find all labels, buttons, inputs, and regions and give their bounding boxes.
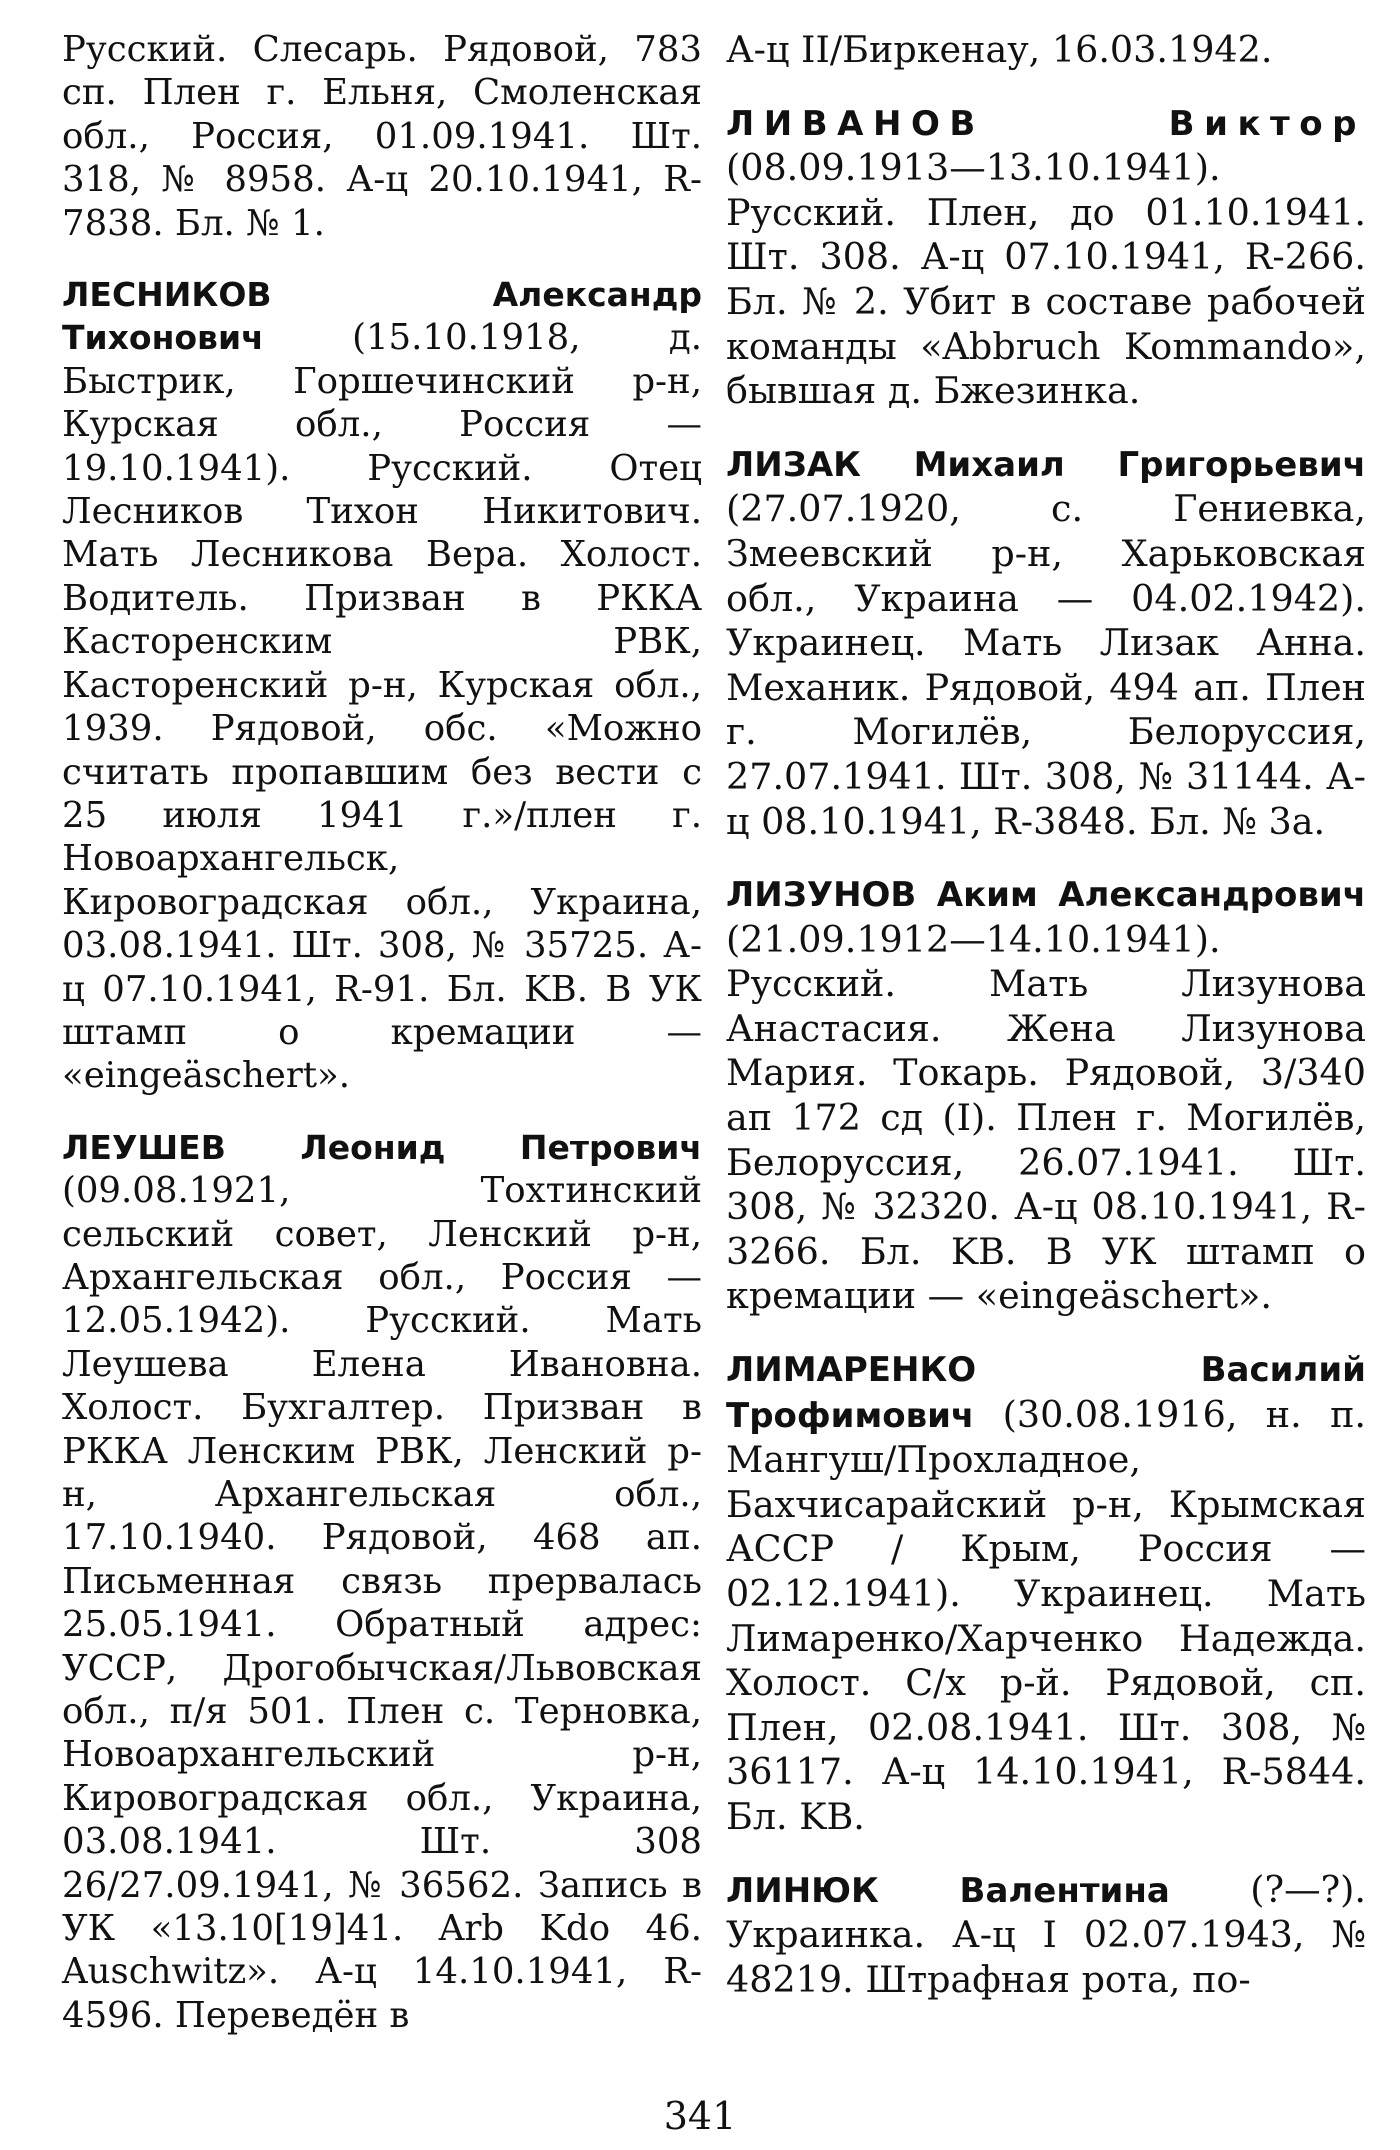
entry-name: ЛИВАНОВ Виктор — [726, 103, 1366, 144]
entry-linyuk — [726, 1868, 1366, 2003]
entry-text: (09.08.1921, Тохтинский сельский совет, Ленский р-н, Архангельская обл., Россия — 12.05.1942). Русский. Мать Леушева Елена Ивановна. Холост. Бухгалтер. Призван в РККА Ленским РВК, Ленский р-н, Архангельская обл., 17.10.1940. Рядовой, 468 ап. Письменная связь прервалась 25.05.1941. Обратный адрес: УССР, Дрогобычская/Львовская обл., п/я 501. Плен с. Терновка, Новоархангельский р-н, Кировоградская обл., Украина, 03.08.1941. Шт. 308 26/27.09.1941, № 36562. Запись в УК «13.10[19]41. Arb Kdo 46. Auschwitz». А-ц 14.10.1941, R-4596. Переведён в — [62, 1170, 702, 2036]
entry-continuation — [62, 28, 702, 245]
entry-limarenko — [726, 1347, 1366, 1840]
entry-name: ЛИЗУНОВ Аким Александрович — [726, 875, 1366, 916]
left-column — [62, 28, 702, 2065]
entry-leushev — [62, 1126, 702, 2038]
entry-text: (30.08.1916, н. п. Мангуш/Прохладное, Бахчисарайский р-н, Крымская АССР / Крым, Россия — 02.12.1941). Украинец. Мать Лимаренко/Харченко Надежда. Холост. С/х р-й. Рядовой, сп. Плен, 02.08.1941. Шт. 308, № 36117. А-ц 14.10.1941, R-5844. Бл. KB. — [726, 1392, 1366, 1838]
entry-text: Русский. Слесарь. Рядовой, 783 сп. Плен г. Ельня, Смоленская обл., Россия, 01.09.1941. Шт. 318, № 8958. А-ц 20.10.1941, R-7838. Бл. № 1. — [62, 29, 702, 244]
entry-text: А-ц II/Биркенау, 16.03.1942. — [726, 28, 1273, 71]
entry-lizak — [726, 442, 1366, 844]
entry-lesnikov — [62, 273, 702, 1098]
entry-name: ЛИНЮК Валентина — [726, 1870, 1170, 1911]
entry-text: (15.10.1918, д. Быстрик, Горшечинский р-н, Курская обл., Россия — 19.10.1941). Русский. Отец Лесников Тихон Никитович. Мать Лесникова Вера. Холост. Водитель. Призван в РККА Касторенским РВК, Касторенский р-н, Курская обл., 1939. Рядовой, обс. «Можно считать пропавшим без вести с 25 июля 1941 г.»/плен г. Новоархангельск, Кировоградская обл., Украина, 03.08.1941. Шт. 308, № 35725. А-ц 07.10.1941, R-91. Бл. KB. В УК штамп о кремации — «eingeäschert». — [62, 317, 702, 1097]
entry-text: (08.09.1913—13.10.1941). Русский. Плен, до 01.10.1941. Шт. 308. А-ц 07.10.1941, R-266. Бл. № 2. Убит в составе рабочей команды «Abbruch Kommando», бывшая д. Бжезинка. — [726, 146, 1366, 413]
entry-name: ЛИМАРЕНКО Василий Трофимович — [726, 1350, 1366, 1436]
entry-text: (?—?). Украинка. А-ц I 02.07.1943, № 48219. Штрафная рота, по- — [726, 1867, 1367, 2001]
entry-name: ЛЕУШЕВ Леонид Петрович — [62, 1127, 702, 1167]
entry-continuation — [726, 28, 1366, 73]
page-number: 341 — [663, 2094, 737, 2138]
right-column — [726, 28, 1366, 2030]
entry-name: ЛЕСНИКОВ Александр Тихонович — [62, 275, 702, 358]
entry-livanov — [726, 101, 1366, 414]
entry-text: (27.07.1920, с. Гениевка, Змеевский р-н, Харьковская обл., Украина — 04.02.1942). Украинец. Мать Лизак Анна. Механик. Рядовой, 494 ап. Плен г. Могилёв, Белоруссия, 27.07.1941. Шт. 308, № 31144. А-ц 08.10.1941, R-3848. Бл. № 3а. — [726, 487, 1366, 843]
entry-text: (21.09.1912—14.10.1941). Русский. Мать Лизунова Анастасия. Жена Лизунова Мария. Токарь. Рядовой, 3/340 ап 172 сд (I). Плен г. Могилёв, Белоруссия, 26.07.1941. Шт. 308, № 32320. А-ц 08.10.1941, R-3266. Бл. KB. В УК штамп о кремации — «eingeäschert». — [726, 917, 1366, 1318]
entry-name: ЛИЗАК Михаил Григорьевич — [726, 444, 1366, 485]
entry-lizunov — [726, 872, 1366, 1319]
